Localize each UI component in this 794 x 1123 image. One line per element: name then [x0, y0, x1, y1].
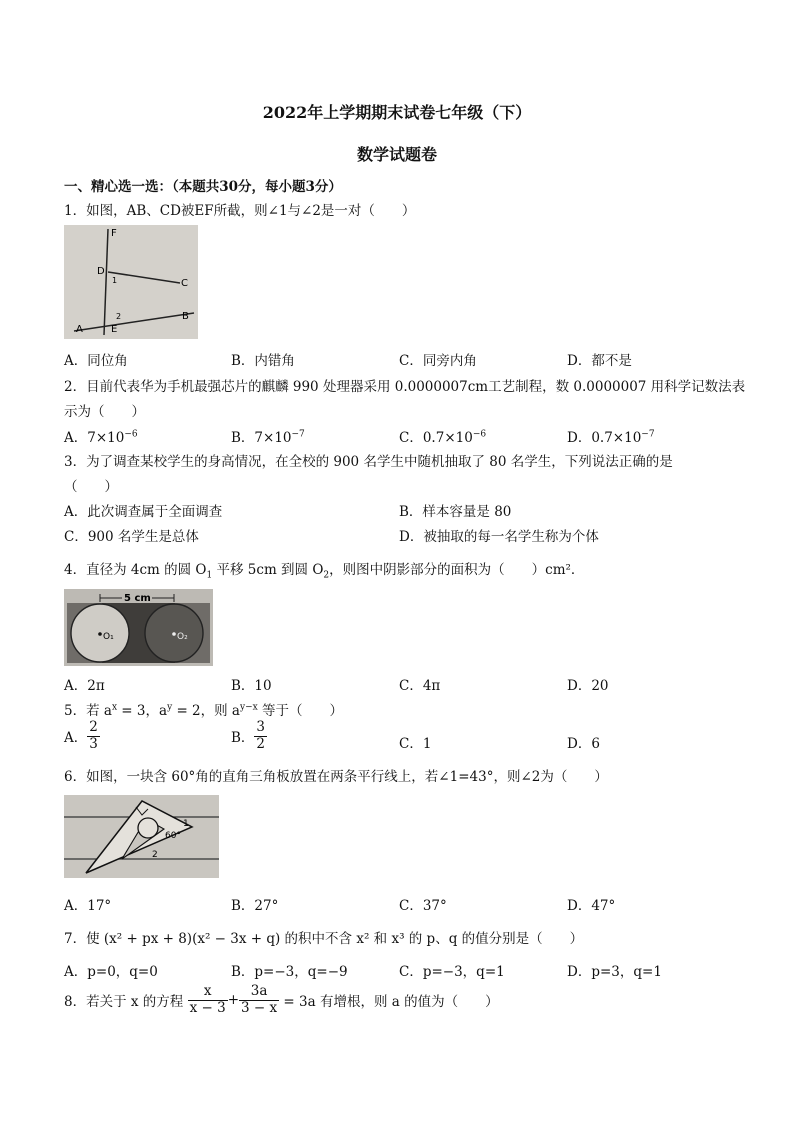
q5-option-a[interactable]: A． $\frac{2}{3}$: [64, 719, 98, 752]
q6-option-b[interactable]: B．27°: [231, 898, 279, 914]
q5-option-d[interactable]: D．6: [567, 736, 600, 752]
q5-option-c[interactable]: C．1: [399, 736, 432, 752]
question-2-text-line2: 示为（ ）: [64, 404, 145, 420]
q7-option-b[interactable]: B．p=−3，q=−9: [231, 964, 348, 980]
question-1-figure: [64, 225, 198, 339]
fig1-label-e: E: [111, 324, 118, 335]
question-4-text: 4．直径为 4cm 的圆 $O_1$ 平移 5cm 到圆 $O_2$，则图中阴影部分的面积为（ ）cm²．: [64, 562, 585, 581]
question-3-text-line1: 3．为了调查某校学生的身高情况，在全校的 900 名学生中随机抽取了 80 名学生，下列说法正确的是: [64, 454, 673, 470]
question-7-text: 7．使 (x² + px + 8)(x² − 3x + q) 的积中不含 x² 和 x³ 的 p、q 的值分别是（ ）: [64, 931, 584, 947]
question-6-text: 6．如图，一块含 60°角的直角三角板放置在两条平行线上，若∠1=43°，则∠2为（ ）: [64, 769, 608, 785]
section-heading: 一、精心选一选：（本题共30分，每小题3分）: [64, 179, 342, 195]
fig1-label-1: 1: [112, 276, 118, 285]
fig6-label-60: 60°: [165, 831, 181, 841]
q4-option-c[interactable]: C．4π: [399, 678, 441, 694]
q6-option-d[interactable]: D．47°: [567, 898, 616, 914]
fig4-label-5cm: 5 cm: [124, 593, 151, 604]
q4-option-a[interactable]: A．2π: [64, 678, 105, 694]
q6-option-a[interactable]: A．17°: [64, 898, 112, 914]
question-1-text: 1．如图，AB、CD被EF所截，则∠1与∠2是一对（ ）: [64, 203, 416, 219]
q1-option-d[interactable]: D．都不是: [567, 353, 632, 369]
question-8-text: 8．若关于 x 的方程 $\frac{x}{x - 3}$ + $\frac{3a}{3 - x}$ = 3a 有增根，则 a 的值为（ ）: [64, 983, 499, 1016]
fig1-label-f: F: [111, 228, 117, 239]
question-2-text-line1: 2．目前代表华为手机最强芯片的麒麟 990 处理器采用 0.0000007cm工艺制程，数 0.0000007 用科学记数法表: [64, 379, 746, 395]
fig4-label-o1: O₁: [103, 632, 114, 642]
fig1-label-2: 2: [116, 312, 122, 321]
q1-option-a[interactable]: A．同位角: [64, 353, 128, 369]
fig1-label-c: C: [181, 278, 188, 289]
q7-option-c[interactable]: C．p=−3，q=1: [399, 964, 505, 980]
q7-option-d[interactable]: D．p=3，q=1: [567, 964, 662, 980]
page-subtitle: 数学试题卷: [356, 145, 437, 164]
fig1-label-b: B: [182, 311, 189, 322]
q3-option-b[interactable]: B．样本容量是 80: [399, 504, 512, 520]
fig6-label-2: 2: [152, 850, 158, 860]
question-3-text-line2: （ ）: [64, 479, 118, 495]
q4-option-d[interactable]: D．20: [567, 678, 609, 694]
fig6-label-1: 1: [183, 819, 189, 829]
q5-option-b[interactable]: B． $\frac{3}{2}$: [231, 719, 266, 752]
fig4-label-o2: O₂: [177, 632, 188, 642]
q2-option-b[interactable]: B．$7\times 10^{-7}$: [231, 429, 305, 446]
fig1-label-a: A: [76, 324, 83, 335]
q1-option-c[interactable]: C．同旁内角: [399, 353, 477, 369]
q1-option-b[interactable]: B．内错角: [231, 353, 295, 369]
q3-option-c[interactable]: C．900 名学生是总体: [64, 529, 199, 545]
q7-option-a[interactable]: A．p=0，q=0: [64, 964, 158, 980]
q6-option-c[interactable]: C．37°: [399, 898, 447, 914]
q3-option-a[interactable]: A．此次调查属于全面调查: [64, 504, 223, 520]
q2-option-c[interactable]: C．$0.7\times 10^{-6}$: [399, 429, 487, 446]
fig1-label-d: D: [97, 266, 105, 277]
question-4-figure: [64, 589, 213, 666]
question-6-figure: [64, 795, 219, 878]
q2-option-a[interactable]: A．$7\times 10^{-6}$: [64, 429, 138, 446]
question-5-text: 5．若 $a^x = 3$，$a^y = 2$，则 $a^{y-x}$ 等于（ ）: [64, 702, 343, 719]
page-title: 2022年上学期期末试卷七年级（下）: [262, 103, 532, 122]
q4-option-b[interactable]: B．10: [231, 678, 272, 694]
q2-option-d[interactable]: D．$0.7\times 10^{-7}$: [567, 429, 655, 446]
q3-option-d[interactable]: D．被抽取的每一名学生称为个体: [399, 529, 599, 545]
